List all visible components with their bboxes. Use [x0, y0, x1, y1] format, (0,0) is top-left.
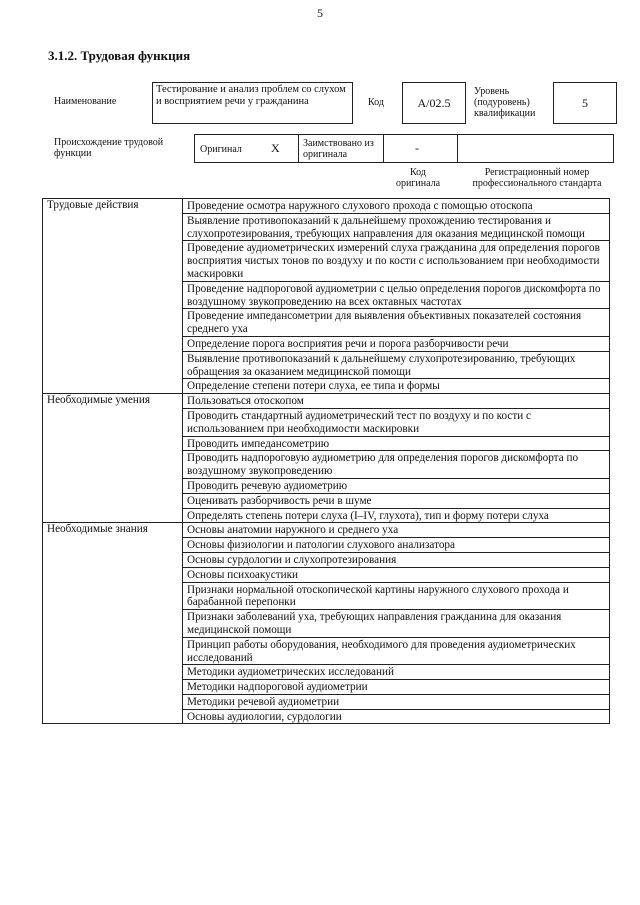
group-item: Методики аудиометрических исследований: [183, 665, 610, 680]
group-title: Трудовые действия: [43, 199, 183, 394]
level-label: Уровень (подуровень) квалификации: [474, 86, 536, 119]
group-item: Проводить стандартный аудиометрический тест по воздуху и по кости с использованием при необходимости маскировки: [183, 408, 610, 436]
group-item: Проведение аудиометрических измерений слуха гражданина для определения порогов восприятия чистых тонов по воздуху и по кости с использованием при необходимости маскировки: [183, 241, 610, 281]
level-value: 5: [553, 82, 617, 124]
divider: [383, 135, 384, 162]
group-item: Методики надпороговой аудиометрии: [183, 680, 610, 695]
group-item: Принцип работы оборудования, необходимого для проведения аудиометрических исследований: [183, 637, 610, 665]
group-item: Проведение надпороговой аудиометрии с целью определения порогов дискомфорта по воздушному звукопроведению на всех октавных частотах: [183, 281, 610, 309]
code-value: А/02.5: [402, 82, 466, 124]
code-dash: -: [415, 141, 419, 155]
group-item: Основы анатомии наружного и среднего уха: [183, 523, 610, 538]
group-item: Определение порога восприятия речи и порога разборчивости речи: [183, 336, 610, 351]
divider: [298, 135, 299, 162]
functions-table: [42, 198, 610, 724]
group-item: Проведение осмотра наружного слухового прохода с помощью отоскопа: [183, 199, 610, 214]
group-item: Определять степень потери слуха (I–IV, глухота), тип и форму потери слуха: [183, 508, 610, 523]
divider: [457, 135, 458, 162]
group-item: Проводить импедансометрию: [183, 436, 610, 451]
group-title: Необходимые знания: [43, 523, 183, 724]
reg-caption: Регистрационный номер профессионального стандарта: [472, 167, 602, 189]
table-row: [43, 523, 610, 538]
function-name: Тестирование и анализ проблем со слухом и восприятием речи у гражданина: [152, 82, 353, 124]
section-title: 3.1.2. Трудовая функция: [48, 48, 191, 63]
code-label: Код: [368, 97, 384, 108]
group-item: Признаки заболеваний уха, требующих направления гражданина для оказания медицинской помощи: [183, 610, 610, 638]
table-row: [43, 394, 610, 409]
group-item: Пользоваться отоскопом: [183, 394, 610, 409]
group-item: Выявление противопоказаний к дальнейшему прохождению тестирования и слухопротезирования, требующих направления для оказания медицинской помощи: [183, 213, 610, 241]
group-item: Оценивать разборчивость речи в шуме: [183, 493, 610, 508]
group-item: Основы сурдологии и слухопротезирования: [183, 552, 610, 567]
name-label: Наименование: [54, 96, 117, 107]
group-item: Основы психоакустики: [183, 567, 610, 582]
group-item: Проводить речевую аудиометрию: [183, 478, 610, 493]
code-caption: Код оригинала: [395, 167, 441, 189]
page-number: 5: [317, 6, 323, 20]
group-item: Выявление противопоказаний к дальнейшему слухопротезированию, требующих обращения за оказанием медицинской помощи: [183, 351, 610, 379]
group-item: Основы аудиологии, сурдологии: [183, 709, 610, 724]
origin-label: Происхождение трудовой функции: [54, 137, 164, 159]
original-mark: X: [271, 141, 280, 155]
group-item: Проведение импедансометрии для выявления объективных показателей состояния среднего уха: [183, 309, 610, 337]
borrowed-label: Заимствовано из оригинала: [303, 138, 374, 160]
table-row: [43, 199, 610, 214]
group-item: Признаки нормальной отоскопической картины наружного слухового прохода и барабанной перепонки: [183, 582, 610, 610]
group-item: Определение степени потери слуха, ее типа и формы: [183, 379, 610, 394]
origin-box: [194, 134, 614, 163]
group-item: Основы физиологии и патологии слухового анализатора: [183, 538, 610, 553]
original-label: Оригинал: [200, 144, 242, 155]
group-item: Методики речевой аудиометрии: [183, 694, 610, 709]
group-item: Проводить надпороговую аудиометрию для определения порогов дискомфорта по воздушному звукопроведению: [183, 451, 610, 479]
group-title: Необходимые умения: [43, 394, 183, 523]
